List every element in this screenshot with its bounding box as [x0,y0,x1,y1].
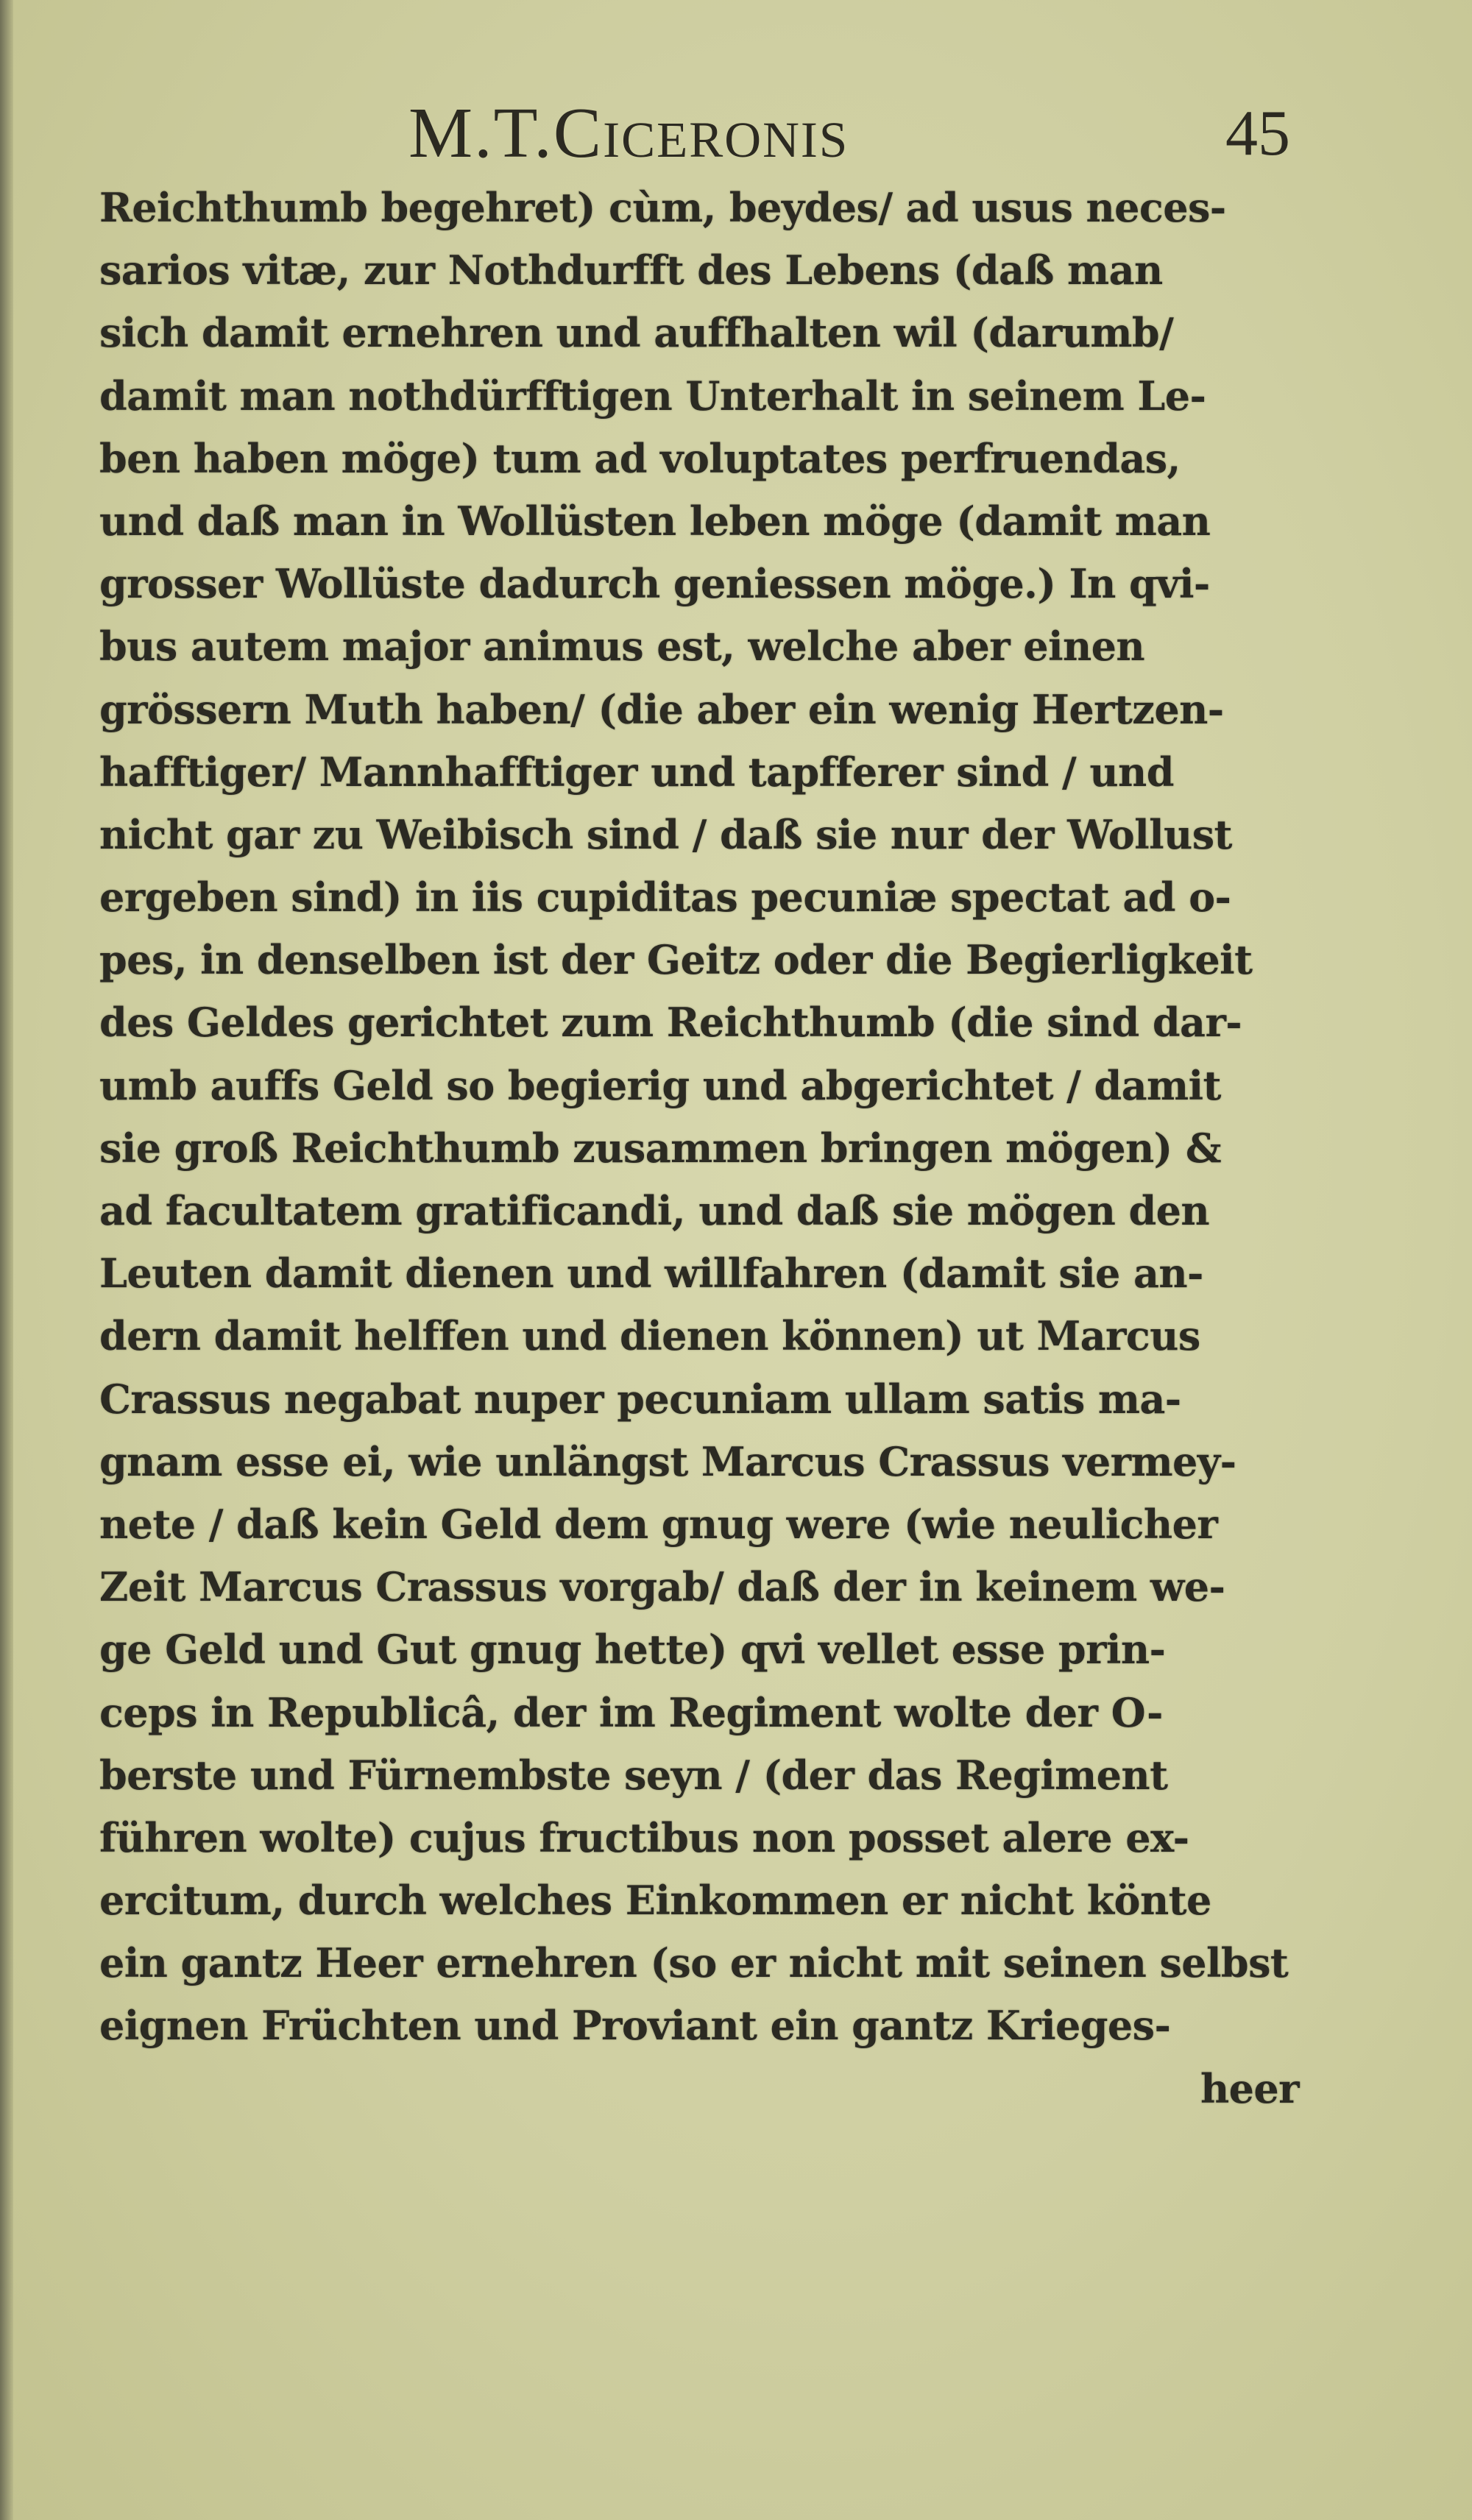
text-line: grössern Muth haben/ (die aber ein wenig Hertzen- [99,685,1224,733]
text-line: berste und Fürnembste seyn / (der das Regiment [99,1751,1168,1799]
text-line: grosser Wollüste dadurch geniessen möge.) In qvi- [99,560,1210,608]
text-line: Leuten damit dienen und willfahren (damit sie an- [99,1250,1203,1298]
text-line: pes, in denselben ist der Geitz oder die Begierligkeit [99,936,1253,984]
text-line: umb auffs Geld so begierig und abgerichtet / damit [99,1061,1221,1109]
text-line: ben haben möge) tum ad voluptates perfruendas, [99,434,1181,482]
text-line: und daß man in Wollüsten leben möge (damit man [99,497,1211,545]
text-line: ge Geld und Gut gnug hette) qvi vellet esse prin- [99,1626,1166,1674]
text-line: sarios vitæ, zur Nothdurfft des Lebens (daß man [99,247,1163,294]
text-line: Zeit Marcus Crassus vorgab/ daß der in keinem we- [99,1563,1225,1611]
text-line: nicht gar zu Weibisch sind / daß sie nur der Wollust [99,810,1232,858]
running-head [0,77,1472,188]
text-line: damit man nothdürfftigen Unterhalt in seinem Le- [99,372,1206,420]
text-line: sich damit ernehren und auffhalten wil (darumb/ [99,309,1174,357]
text-line: hafftiger/ Mannhafftiger und tapfferer sind / und [99,748,1174,796]
body-text [99,177,1321,2120]
text-line: sie groß Reichthumb zusammen bringen mögen) & [99,1124,1221,1172]
text-line: bus autem major animus est, welche aber einen [99,623,1145,670]
text-line: Crassus negabat nuper pecuniam ullam satis ma- [99,1375,1181,1423]
text-line: Reichthumb begehret) cùm, beydes/ ad usus neces- [99,184,1226,231]
text-line: führen wolte) cujus fructibus non posset alere ex- [99,1813,1189,1861]
text-line: ercitum, durch welches Einkommen er nicht könte [99,1877,1211,1925]
text-line: nete / daß kein Geld dem gnug were (wie neulicher [99,1500,1218,1548]
text-line: gnam esse ei, wie unlängst Marcus Crassus vermey- [99,1437,1236,1485]
text-line: ad facultatem gratificandi, und daß sie mögen den [99,1187,1210,1234]
text-line: ceps in Republicâ, der im Regiment wolte der O- [99,1688,1163,1736]
page-number: 45 [1225,98,1290,169]
text-line: dern damit helffen und dienen können) ut Marcus [99,1312,1200,1360]
text-line: ergeben sind) in iis cupiditas pecuniæ spectat ad o- [99,874,1231,921]
text-line: eignen Früchten und Proviant ein gantz Krieges- [99,2002,1171,2050]
text-line: des Geldes gerichtet zum Reichthumb (die sind dar- [99,999,1242,1047]
running-title: M.T.Ciceronis [408,93,849,173]
text-line: ein gantz Heer ernehren (so er nicht mit seinen selbst [99,1939,1289,1987]
catchword: heer [1200,2064,1299,2112]
page-gutter-edge [0,0,13,2520]
